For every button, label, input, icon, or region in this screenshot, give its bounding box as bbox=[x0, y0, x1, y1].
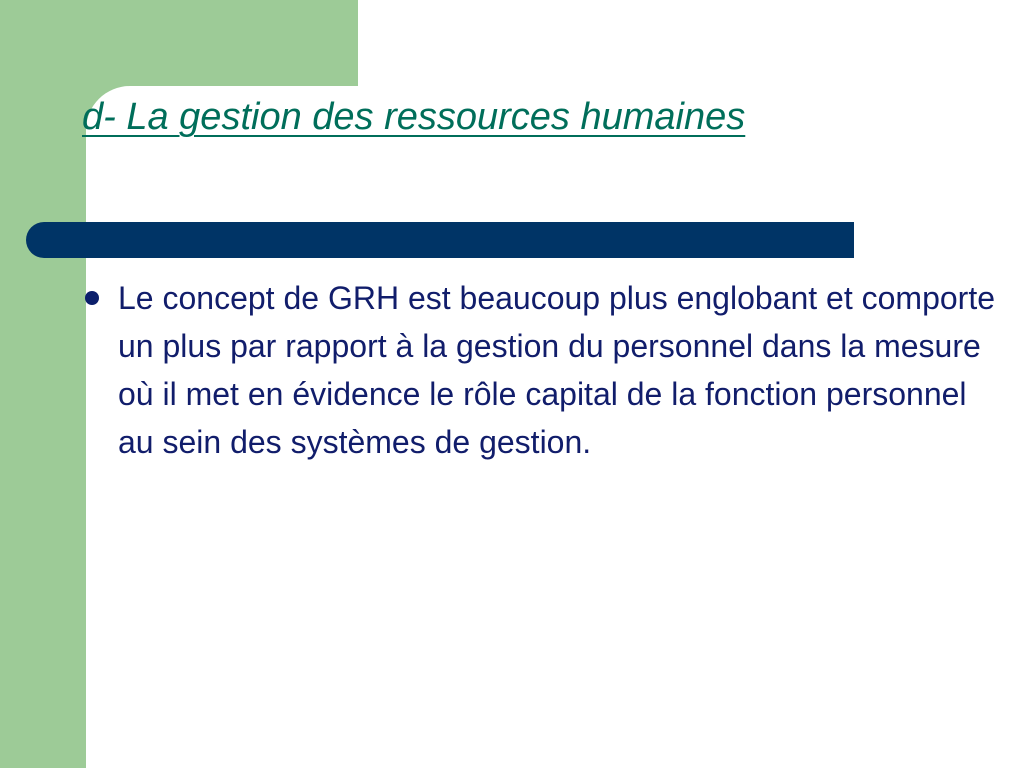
bullet-dot-icon bbox=[85, 291, 99, 305]
green-top-band bbox=[0, 0, 358, 86]
green-side-band bbox=[0, 0, 86, 768]
slide-title: d- La gestion des ressources humaines bbox=[82, 96, 746, 138]
bullet-list bbox=[82, 274, 1002, 466]
title-divider-bar bbox=[26, 222, 854, 258]
bullet-text: Le concept de GRH est beaucoup plus englobant et comporte un plus par rapport à la gestion du personnel dans la mesure où il met en évidence le rôle capital de la fonction personnel au sein des systèmes de gestion. bbox=[118, 280, 996, 460]
bullet-item bbox=[82, 274, 1002, 466]
